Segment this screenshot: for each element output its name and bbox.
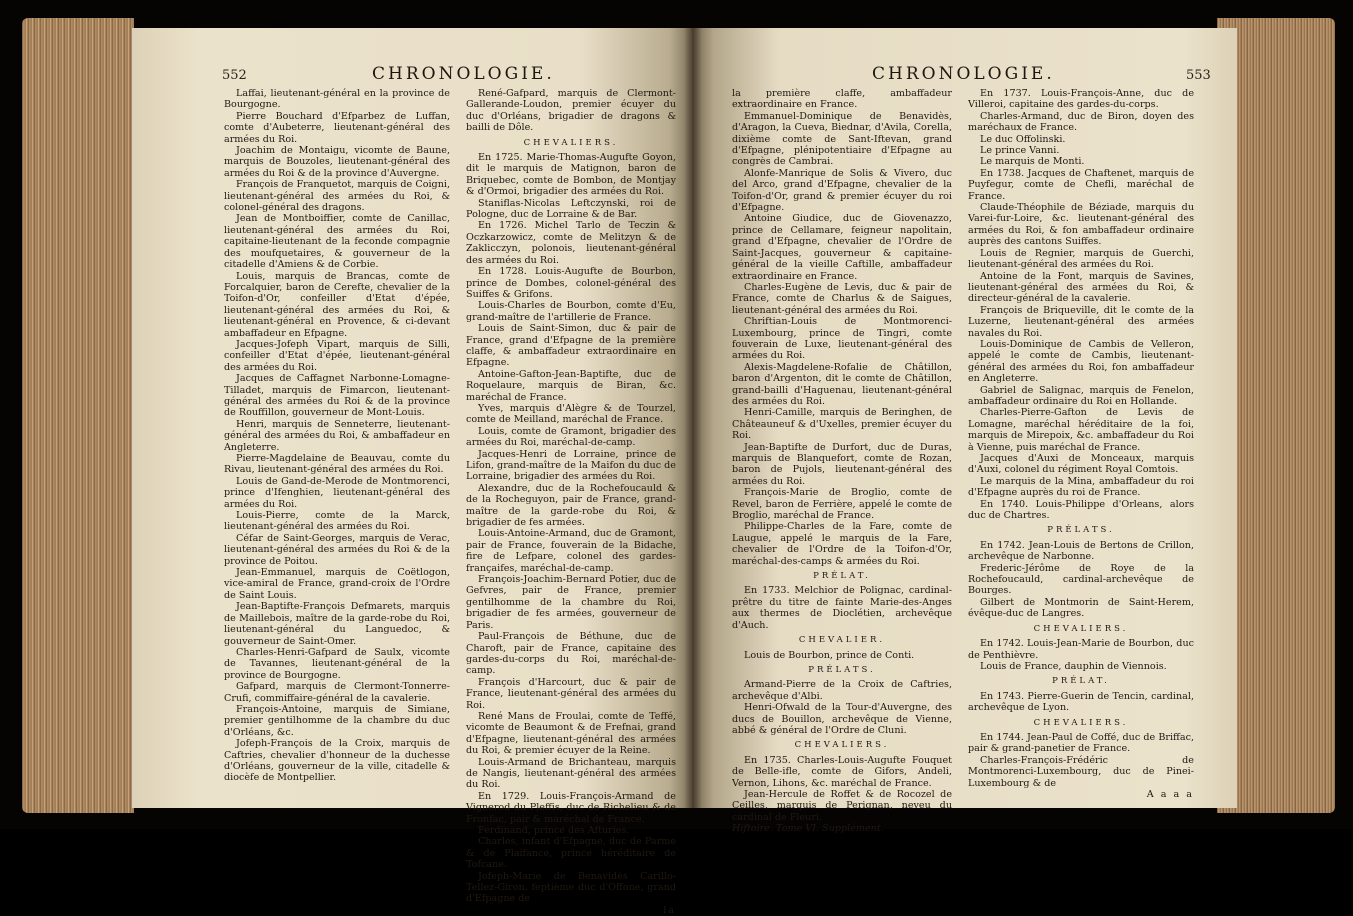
paragraph: François de Franquetot, marquis de Coigni, lieutenant-général des armées du Roi, & colonel-général des dragons.	[224, 179, 450, 214]
paragraph: Jofeph-Marie de Benavidès Carillo-Tellez-Giron, feptième duc d'Offone, grand d'Efpagne de	[466, 870, 676, 905]
paragraph: François de Briqueville, dit le comte de la Luzerne, lieutenant-général des armées navales du Roi.	[968, 304, 1194, 339]
paragraph: Louis-Charles de Bourbon, comte d'Eu, grand-maître de l'artillerie de France.	[466, 300, 676, 323]
catchword: A a a a	[1146, 788, 1194, 800]
paragraph: Charles-Pierre-Gafton de Levis de Lomagne, maréchal héréditaire de la foi, marquis de Mirepoix, &c. ambaffadeur du Roi à Vienne, puis maréchal de France.	[968, 407, 1194, 453]
left-page-column-2	[466, 88, 676, 916]
paragraph: En 1742. Louis-Jean-Marie de Bourbon, duc de Penthièvre.	[968, 638, 1194, 661]
paragraph: Louis de Saint-Simon, duc & pair de France, grand d'Efpagne de la première claffe, & ambaffadeur extraordinaire en Efpagne.	[466, 323, 676, 369]
left-page-column-1	[224, 88, 450, 784]
paragraph: Jean-Hercule de Roffet & de Rocozel de Ceilles, marquis de Perignan, neveu du cardinal de Fleuri.	[732, 788, 952, 823]
paragraph: Jacques-Jofeph Vipart, marquis de Silli, confeiller d'Etat d'épée, lieutenant-général des armées du Roi.	[224, 338, 450, 373]
paragraph: Le duc Offolinski.	[980, 133, 1066, 145]
right-page	[692, 28, 1237, 835]
paragraph: Antoine-Gafton-Jean-Baptifte, duc de Roquelaure, marquis de Biran, &c. maréchal de France.	[466, 368, 676, 403]
paragraph: En 1742. Jean-Louis de Bertons de Crillon, archevêque de Narbonne.	[968, 539, 1194, 563]
right-page-column-2	[968, 88, 1194, 800]
paragraph: René-Gafpard, marquis de Clermont-Gallerande-Loudon, premier écuyer du duc d'Orléans, brigadier de dragons & bailli de Dôle.	[466, 88, 676, 134]
section-heading: PRÉLATS.	[808, 664, 876, 675]
paragraph: En 1728. Louis-Augufte de Bourbon, prince de Dombes, colonel-général des Suiffes & Grifons.	[466, 266, 676, 300]
paragraph: Armand-Pierre de la Croix de Caftries, archevêque d'Albi.	[732, 679, 952, 702]
paragraph: Paul-François de Béthune, duc de Charoft, pair de France, capitaine des gardes-du-corps du Roi, maréchal-de-camp.	[466, 631, 676, 677]
paragraph: Jofeph-François de la Croix, marquis de Caftries, chevalier d'honneur de la duchesse d'Orléans, gouverneur de la ville, citadelle & diocèfe de Montpellier.	[224, 738, 450, 784]
paragraph: Alexis-Magdelene-Rofalie de Châtillon, baron d'Argenton, dit le comte de Châtillon, grand-bailli d'Haguenau, lieutenant-général des armées du Roi.	[732, 361, 952, 407]
paragraph: Louis-Pierre, comte de la Marck, lieutenant-général des armées du Roi.	[224, 510, 450, 533]
paragraph: Alexandre, duc de la Rochefoucauld & de la Rocheguyon, pair de France, grand-maître de la garde-robe du Roi, & brigadier de fes armées.	[466, 482, 676, 529]
paragraph: François-Marie de Broglio, comte de Revel, baron de Ferrière, appelé le comte de Broglio, maréchal de France.	[732, 487, 952, 522]
paragraph: Charles, infant d'Efpagne, duc de Parme & de Plaifance, prince héréditaire de Tofcane.	[466, 836, 676, 871]
paragraph: Emmanuel-Dominique de Benavidès, d'Aragon, la Cueva, Biednar, d'Avila, Corella, dixième comte de Sant-Iftevan, grand d'Efpagne, plénipotentiaire d'Efpagne au congrès de Cambrai.	[732, 110, 952, 168]
paragraph: En 1744. Jean-Paul de Coffé, duc de Briffac, pair & grand-panetier de France.	[968, 731, 1194, 755]
paragraph: Louis de Regnier, marquis de Guerchi, lieutenant-général des armées du Roi.	[968, 247, 1194, 271]
paragraph: Jacques d'Auxi de Monceaux, marquis d'Auxi, colonel du régiment Royal Comtois.	[968, 453, 1194, 476]
paragraph: Philippe-Charles de la Fare, comte de Laugue, appelé le marquis de la Fare, chevalier de l'Ordre de la Toifon-d'Or, maréchal-des-camps & armées du Roi.	[732, 521, 952, 567]
paragraph: Jacques-Henri de Lorraine, prince de Lifon, grand-maître de la Maifon du duc de Lorraine, brigadier des armées du Roi.	[466, 448, 676, 483]
paragraph: Pierre Bouchard d'Efparbez de Luffan, comte d'Aubeterre, lieutenant-général des armées du Roi.	[224, 110, 450, 145]
paragraph: Antoine de la Font, marquis de Savines, lieutenant-général des armées du Roi, & directeur-général de la cavalerie.	[968, 270, 1194, 305]
paragraph: Gafpard, marquis de Clermont-Tonnerre-Crufi, commiffaire-général de la cavalerie.	[224, 681, 450, 704]
paragraph: Yves, marquis d'Alègre & de Tourzel, comte de Meilland, maréchal de France.	[466, 402, 676, 426]
paragraph: François d'Harcourt, duc & pair de France, lieutenant-général des armées du Roi.	[466, 676, 676, 711]
footer-signature: Hiftoire. Tome VI. Supplément.	[732, 823, 884, 835]
paragraph: Gabriel de Salignac, marquis de Fenelon, ambaffadeur ordinaire du Roi en Hollande.	[968, 384, 1194, 407]
paragraph: Gilbert de Montmorin de Saint-Herem, évêque-duc de Langres.	[968, 596, 1194, 620]
paragraph: Jean de Montboiffier, comte de Canillac, lieutenant-général des armées du Roi, capitaine-lieutenant de la feconde compagnie des moufquetaires, & gouverneur de la citadelle d'Amiens & de Corbie.	[224, 213, 450, 271]
paragraph: Louis de France, dauphin de Viennois.	[980, 660, 1167, 672]
paragraph: Staniflas-Nicolas Leftczynski, roi de Pologne, duc de Lorraine & de Bar.	[466, 197, 676, 221]
paragraph: Jean-Baptifte de Durfort, duc de Duras, marquis de Blanquefort, comte de Rozan, baron de Pujols, lieutenant-général des armées du Roi.	[732, 441, 952, 487]
section-heading: CHEVALIERS.	[523, 137, 619, 148]
paragraph: Louis-Dominique de Cambis de Velleron, appelé le comte de Cambis, lieutenant-général des armées du Roi, fon ambaffadeur en Angleterre.	[968, 338, 1194, 385]
paragraph: Frederic-Jérôme de Roye de la Rochefoucauld, cardinal-archevêque de Bourges.	[968, 562, 1194, 597]
paragraph: Laffai, lieutenant-général en la province de Bourgogne.	[224, 88, 450, 111]
paragraph: En 1737. Louis-François-Anne, duc de Villeroi, capitaine des gardes-du-corps.	[968, 88, 1194, 111]
left-page-edges	[22, 18, 134, 813]
left-page	[132, 28, 692, 916]
running-head: CHRONOLOGIE.	[872, 64, 1055, 84]
paragraph: Céfar de Saint-Georges, marquis de Verac, lieutenant-général des armées du Roi & de la province de Poitou.	[224, 532, 450, 567]
paragraph: En 1740. Louis-Philippe d'Orleans, alors duc de Chartres.	[968, 498, 1194, 522]
paragraph: Ferdinand, prince des Afturies.	[478, 825, 630, 836]
page-number: 553	[1186, 68, 1211, 83]
paragraph: Charles-Henri-Gafpard de Saulx, vicomte de Tavannes, lieutenant-général de la province de Bourgogne.	[224, 646, 450, 681]
paragraph: Le marquis de Monti.	[980, 156, 1085, 168]
paragraph: Louis de Bourbon, prince de Conti.	[744, 649, 915, 661]
paragraph: Jean-Emmanuel, marquis de Coëtlogon, vice-amiral de France, grand-croix de l'Ordre de Saint Louis.	[224, 567, 450, 601]
section-heading: CHEVALIERS.	[1033, 623, 1129, 634]
paragraph: Antoine Giudice, duc de Giovenazzo, prince de Cellamare, feigneur napolitain, grand d'Efpagne, chevalier de l'Ordre de Saint-Jacques, gouverneur & capitaine-général de la vieille Caftille, ambaffadeur extraordinaire en France.	[732, 213, 952, 282]
paragraph: Pierre-Magdelaine de Beauvau, comte du Rivau, lieutenant-général des armées du Roi.	[224, 453, 450, 476]
section-heading: CHEVALIER.	[798, 635, 886, 646]
paragraph: Henri-Ofwald de la Tour-d'Auvergne, des ducs de Bouillon, archevêque de Vienne, abbé & général de l'Ordre de Cluni.	[732, 702, 952, 736]
paragraph: Louis-Armand de Brichanteau, marquis de Nangis, lieutenant-général des armées du Roi.	[466, 756, 676, 791]
paragraph: Charles-Armand, duc de Biron, doyen des maréchaux de France.	[968, 110, 1194, 134]
paragraph: Claude-Théophile de Béziade, marquis du Varei-fur-Loire, &c. lieutenant-général des armées du Roi, & fon ambaffadeur ordinaire auprès des cantons Suiffes.	[968, 202, 1194, 248]
paragraph: la première claffe, ambaffadeur extraordinaire en France.	[732, 88, 952, 111]
paragraph: Charles-François-Frédéric de Montmorenci-Luxembourg, duc de Pinei-Luxembourg & de	[968, 754, 1194, 789]
paragraph: Joachim de Montaigu, vicomte de Baune, marquis de Bouzoles, lieutenant-général des armées du Roi & de la province d'Auvergne.	[224, 145, 450, 179]
paragraph: Jean-Baptifte-François Defmarets, marquis de Maillebois, maître de la garde-robe du Roi, lieutenant-général du Languedoc, & gouverneur de Saint-Omer.	[224, 601, 450, 647]
section-heading: PRÉLATS.	[1047, 525, 1115, 536]
paragraph: Louis-Antoine-Armand, duc de Gramont, pair de France, fouverain de la Bidache, fire de Lefpare, colonel des gardes-françaifes, maréchal-de-camp.	[466, 528, 676, 574]
page-number: 552	[222, 68, 247, 83]
paragraph: Louis, comte de Gramont, brigadier des armées du Roi, maréchal-de-camp.	[466, 425, 676, 449]
paragraph: En 1735. Charles-Louis-Augufte Fouquet de Belle-ifle, comte de Gifors, Andeli, Vernon, Lihons, &c. maréchal de France.	[732, 754, 952, 789]
paragraph: Charles-Eugène de Levis, duc & pair de France, comte de Charlus & de Saigues, lieutenant-général des armées du Roi.	[732, 281, 952, 316]
paragraph: Le prince Vanni.	[980, 145, 1060, 157]
paragraph: Chriftian-Louis de Montmorenci-Luxembourg, prince de Tingri, comte fouverain de Luxe, lieutenant-général des armées du Roi.	[732, 316, 952, 362]
catchword: la	[663, 904, 676, 916]
paragraph: Henri, marquis de Senneterre, lieutenant-général des armées du Roi, & ambaffadeur en Angleterre.	[224, 418, 450, 453]
running-head: CHRONOLOGIE.	[372, 64, 555, 84]
paragraph: Alonfe-Manrique de Solis & Vivero, duc del Arco, grand d'Efpagne, chevalier de la Toifon-d'Or, grand & premier écuyer du roi d'Efpagne.	[732, 167, 952, 214]
section-heading: PRÉLAT.	[1052, 676, 1110, 687]
paragraph: François-Joachim-Bernard Potier, duc de Gefvres, pair de France, premier gentilhomme de la chambre du Roi, brigadier de fes armées, gouverneur de Paris.	[466, 574, 676, 631]
paragraph: François-Antoine, marquis de Simiane, premier gentilhomme de la chambre du duc d'Orléans, &c.	[224, 703, 450, 738]
paragraph: René Mans de Froulai, comte de Teffé, vicomte de Beaumont & de Frefnai, grand d'Efpagne, lieutenant-général des armées du Roi, & premier écuyer de la Reine.	[466, 710, 676, 757]
paragraph: En 1726. Michel Tarlo de Teczin & Oczkarzowicz, comte de Melitzyn & de Zaklicczyn, polonois, lieutenant-général des armées du Roi.	[466, 220, 676, 266]
paragraph: En 1743. Pierre-Guerin de Tencin, cardinal, archevêque de Lyon.	[968, 690, 1194, 714]
paragraph: Louis de Gand-de-Merode de Montmorenci, prince d'Ifenghien, lieutenant-général des armées du Roi.	[224, 475, 450, 510]
paragraph: Jacques de Caffagnet Narbonne-Lomagne-Tilladet, marquis de Fimarcon, lieutenant-général des armées du Roi & de la province de Rouffillon, gouverneur de Mont-Louis.	[224, 373, 450, 419]
section-heading: PRÉLAT.	[813, 571, 871, 582]
paragraph: En 1725. Marie-Thomas-Augufte Goyon, dit le marquis de Matignon, baron de Briquebec, comte de Bombon, de Montjay & d'Ormoi, brigadier des armées du Roi.	[466, 152, 676, 198]
paragraph: Henri-Camille, marquis de Beringhen, de Châteauneuf & d'Uxelles, premier écuyer du Roi.	[732, 407, 952, 442]
paragraph: Louis, marquis de Brancas, comte de Forcalquier, baron de Cerefte, chevalier de la Toifon-d'Or, confeiller d'Etat d'épée, lieutenant-général des armées du Roi, & lieutenant-général en Provence, & ci-devant ambaffadeur en Efpagne.	[224, 270, 450, 339]
book-gutter	[684, 28, 702, 808]
paragraph: En 1738. Jacques de Chaftenet, marquis de Puyfegur, comte de Chefli, maréchal de France.	[968, 167, 1194, 202]
paragraph: En 1733. Melchior de Polignac, cardinal-prêtre du titre de fainte Marie-des-Anges aux thermes de Dioclétien, archevêque d'Auch.	[732, 585, 952, 631]
section-heading: CHEVALIERS.	[794, 740, 890, 751]
right-page-column-1	[732, 88, 952, 835]
section-heading: CHEVALIERS.	[1033, 717, 1129, 728]
paragraph: En 1729. Louis-François-Armand de Vignerod du Pleffis, duc de Richelieu & de Fronfac, pair & maréchal de France.	[466, 790, 676, 825]
paragraph: Le marquis de la Mina, ambaffadeur du roi d'Efpagne auprès du roi de France.	[968, 475, 1194, 499]
